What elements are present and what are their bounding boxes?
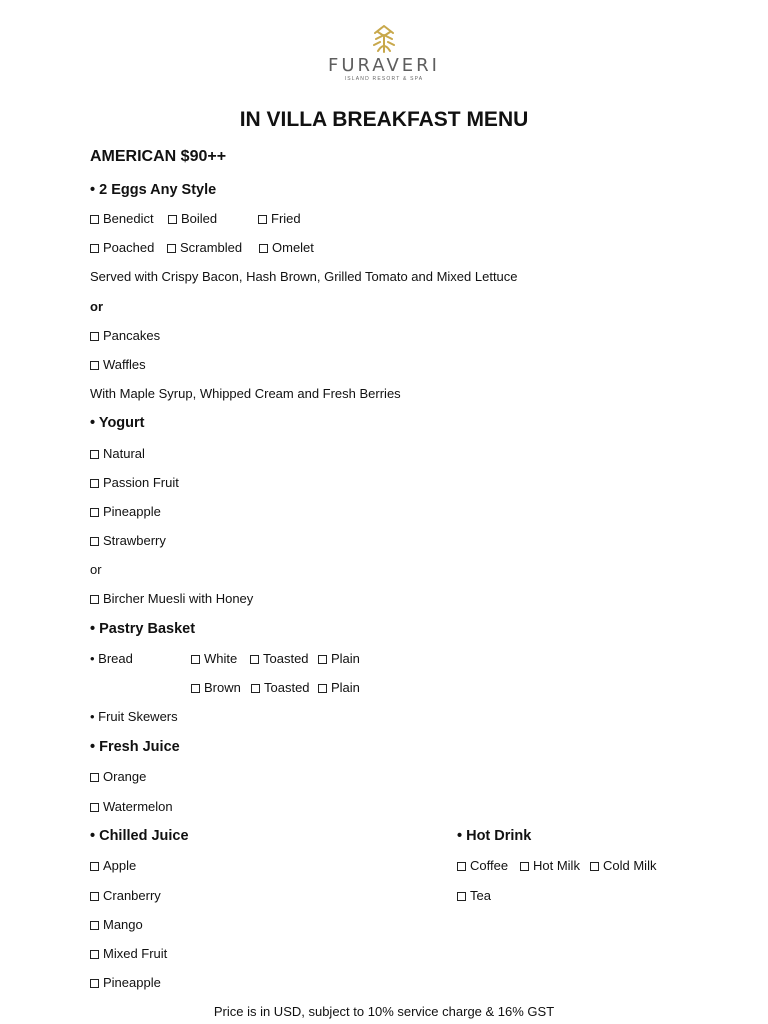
checkbox-icon[interactable] bbox=[90, 950, 99, 959]
checkbox-icon[interactable] bbox=[251, 684, 260, 693]
checkbox-option[interactable]: Boiled bbox=[168, 210, 217, 228]
resort-tagline: ISLAND RESORT & SPA bbox=[344, 76, 424, 82]
checkbox-icon[interactable] bbox=[520, 862, 529, 871]
checkbox-icon[interactable] bbox=[191, 655, 200, 664]
checkbox-option[interactable]: Cold Milk bbox=[590, 857, 656, 875]
checkbox-icon[interactable] bbox=[90, 595, 99, 604]
checkbox-icon[interactable] bbox=[167, 244, 176, 253]
eggs-heading: • 2 Eggs Any Style bbox=[90, 182, 217, 198]
resort-emblem-icon bbox=[369, 24, 399, 54]
checkbox-icon[interactable] bbox=[90, 215, 99, 224]
checkbox-option[interactable]: Scrambled bbox=[167, 239, 242, 257]
bread-label: • Bread bbox=[90, 651, 133, 666]
american-heading: AMERICAN $90++ bbox=[90, 148, 227, 165]
checkbox-option[interactable]: White bbox=[191, 650, 237, 668]
checkbox-option[interactable]: Apple bbox=[90, 857, 136, 875]
checkbox-icon[interactable] bbox=[191, 684, 200, 693]
checkbox-option[interactable]: Natural bbox=[90, 445, 145, 463]
checkbox-icon[interactable] bbox=[90, 450, 99, 459]
fruit-skewers-label: • Fruit Skewers bbox=[90, 709, 178, 724]
price-footnote: Price is in USD, subject to 10% service charge & 16% GST bbox=[213, 1004, 555, 1019]
chilled-juice-heading: • Chilled Juice bbox=[90, 828, 189, 844]
checkbox-icon[interactable] bbox=[318, 684, 327, 693]
checkbox-option[interactable]: Toasted bbox=[251, 679, 310, 697]
checkbox-icon[interactable] bbox=[90, 979, 99, 988]
checkbox-icon[interactable] bbox=[90, 862, 99, 871]
checkbox-icon[interactable] bbox=[258, 215, 267, 224]
checkbox-icon[interactable] bbox=[90, 773, 99, 782]
checkbox-option[interactable]: Orange bbox=[90, 768, 146, 786]
checkbox-option[interactable]: Coffee bbox=[457, 857, 508, 875]
checkbox-icon[interactable] bbox=[90, 361, 99, 370]
checkbox-icon[interactable] bbox=[90, 508, 99, 517]
checkbox-icon[interactable] bbox=[457, 862, 466, 871]
checkbox-option[interactable]: Tea bbox=[457, 887, 491, 905]
checkbox-option[interactable]: Benedict bbox=[90, 210, 154, 228]
checkbox-option[interactable]: Mango bbox=[90, 916, 143, 934]
checkbox-option[interactable]: Plain bbox=[318, 679, 360, 697]
checkbox-icon[interactable] bbox=[90, 803, 99, 812]
resort-logo bbox=[0, 24, 768, 83]
checkbox-icon[interactable] bbox=[90, 921, 99, 930]
checkbox-option[interactable]: Brown bbox=[191, 679, 241, 697]
checkbox-option[interactable]: Omelet bbox=[259, 239, 314, 257]
checkbox-option[interactable]: Plain bbox=[318, 650, 360, 668]
checkbox-option[interactable]: Watermelon bbox=[90, 798, 173, 816]
resort-name: FURAVERI bbox=[328, 55, 440, 76]
pastry-heading: • Pastry Basket bbox=[90, 621, 196, 637]
fresh-juice-heading: • Fresh Juice bbox=[90, 739, 180, 755]
checkbox-icon[interactable] bbox=[90, 892, 99, 901]
checkbox-option[interactable]: Bircher Muesli with Honey bbox=[90, 590, 253, 608]
checkbox-icon[interactable] bbox=[90, 479, 99, 488]
hot-drink-heading: • Hot Drink bbox=[457, 828, 532, 844]
checkbox-option[interactable]: Hot Milk bbox=[520, 857, 580, 875]
checkbox-option[interactable]: Mixed Fruit bbox=[90, 945, 167, 963]
yogurt-heading: • Yogurt bbox=[90, 415, 145, 431]
checkbox-icon[interactable] bbox=[259, 244, 268, 253]
checkbox-option[interactable]: Pineapple bbox=[90, 503, 161, 521]
checkbox-icon[interactable] bbox=[90, 332, 99, 341]
eggs-served-with: Served with Crispy Bacon, Hash Brown, Grilled Tomato and Mixed Lettuce bbox=[90, 269, 518, 284]
or-label: or bbox=[90, 299, 103, 314]
checkbox-option[interactable]: Poached bbox=[90, 239, 154, 257]
checkbox-option[interactable]: Fried bbox=[258, 210, 301, 228]
checkbox-icon[interactable] bbox=[90, 537, 99, 546]
checkbox-icon[interactable] bbox=[168, 215, 177, 224]
checkbox-option[interactable]: Cranberry bbox=[90, 887, 161, 905]
checkbox-icon[interactable] bbox=[590, 862, 599, 871]
alternatives-note: With Maple Syrup, Whipped Cream and Fresh Berries bbox=[90, 386, 401, 401]
checkbox-option[interactable]: Pineapple bbox=[90, 974, 161, 992]
checkbox-option[interactable]: Strawberry bbox=[90, 532, 166, 550]
page-title: IN VILLA BREAKFAST MENU bbox=[239, 108, 529, 131]
checkbox-icon[interactable] bbox=[90, 244, 99, 253]
checkbox-option[interactable]: Toasted bbox=[250, 650, 309, 668]
checkbox-option[interactable]: Waffles bbox=[90, 356, 146, 374]
or-label: or bbox=[90, 562, 102, 577]
checkbox-icon[interactable] bbox=[318, 655, 327, 664]
checkbox-option[interactable]: Pancakes bbox=[90, 327, 160, 345]
checkbox-option[interactable]: Passion Fruit bbox=[90, 474, 179, 492]
checkbox-icon[interactable] bbox=[250, 655, 259, 664]
checkbox-icon[interactable] bbox=[457, 892, 466, 901]
